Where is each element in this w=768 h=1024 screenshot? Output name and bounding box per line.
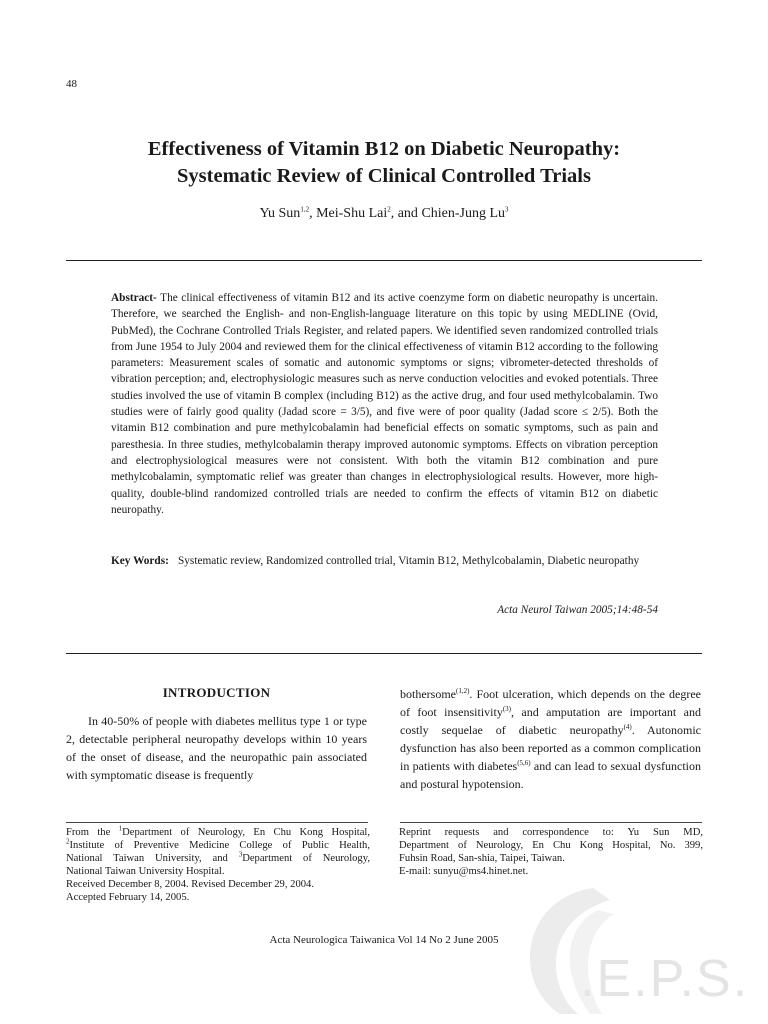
author-separator: , and	[390, 206, 422, 221]
keywords-text: Systematic review, Randomized controlled trial, Vitamin B12, Methylcobalamin, Diabetic neuropathy	[178, 555, 640, 567]
footnote-text: Department of Neurology,	[242, 853, 370, 864]
header-divider	[66, 260, 702, 261]
author-2-affiliation: 2	[387, 205, 391, 214]
body-text: , and amputation are important and costly sequelae of diabetic neuropathy	[400, 705, 702, 737]
abstract-divider	[66, 653, 702, 654]
paper-title	[66, 136, 702, 190]
body-column-right	[400, 685, 701, 793]
author-3-affiliation: 3	[505, 205, 509, 214]
author-list	[66, 206, 702, 222]
keywords	[111, 553, 658, 570]
affiliation-marker: 1	[118, 824, 123, 833]
footnote-line: Reprint requests and correspondence to: Yu Sun MD,	[399, 827, 703, 838]
author-1: Yu Sun	[259, 206, 301, 221]
footnote-divider-left	[66, 822, 368, 823]
watermark-text: .E.P.S.	[580, 950, 750, 1008]
affiliation-marker: 3	[238, 850, 243, 859]
reference-marker: (1,2)	[456, 687, 470, 695]
footnote-line: Department of Neurology, En Chu Kong Hospital, No. 399,	[399, 840, 703, 851]
abstract	[111, 290, 658, 518]
author-separator: ,	[309, 206, 317, 221]
footnote-text: From the	[66, 827, 119, 838]
received-date-line: Received December 8, 2004. Revised December 29, 2004.	[66, 879, 314, 890]
abstract-label: Abstract-	[111, 292, 157, 304]
author-2: Mei-Shu Lai	[316, 206, 388, 221]
body-text: bothersome	[400, 687, 456, 701]
footnote-line: Fuhsin Road, San-shia, Taipei, Taiwan.	[399, 853, 565, 864]
body-text: and can lead to sexual dysfunction and postural hypotension.	[400, 759, 702, 791]
correspondence-footnote	[399, 826, 703, 878]
intro-paragraph-continued	[400, 685, 701, 793]
footnote-text: Institute of Preventive Medicine College of Public Health,	[69, 840, 370, 851]
ceps-watermark-logo	[498, 880, 758, 1015]
footnote-line	[66, 852, 370, 865]
reference-marker: (3)	[502, 705, 511, 713]
page-number: 48	[66, 78, 77, 90]
keywords-label: Key Words:	[111, 555, 169, 567]
footnote-text: National Taiwan University, and	[66, 853, 239, 864]
body-text: . Foot ulceration, which depends on the degree of foot insensitivity	[400, 687, 701, 719]
footnote-line	[66, 839, 370, 852]
author-3: Chien-Jung Lu	[421, 206, 506, 221]
email-line: E-mail: sunyu@ms4.hinet.net.	[399, 866, 529, 877]
title-line-1: Effectiveness of Vitamin B12 on Diabetic Neuropathy:	[147, 138, 621, 160]
footnote-line	[66, 826, 370, 839]
section-heading-introduction: INTRODUCTION	[162, 685, 271, 700]
affiliation-marker: 2	[66, 837, 70, 846]
author-1-affiliation: 1,2	[300, 205, 310, 214]
accepted-date-line: Accepted February 14, 2005.	[66, 892, 190, 903]
body-text: . Autonomic dysfunction has also been reported as a common complication in patients with diabetes	[400, 723, 701, 773]
journal-citation: Acta Neurol Taiwan 2005;14:48-54	[497, 604, 658, 616]
body-column-left	[66, 684, 367, 784]
footnote-text: Department of Neurology, En Chu Kong Hospital,	[122, 827, 370, 838]
reference-marker: (5,6)	[517, 759, 531, 767]
footnote-divider-right	[400, 822, 702, 823]
intro-paragraph: In 40-50% of people with diabetes mellitus type 1 or type 2, detectable peripheral neuropathy develops within 10 years of the onset of disease, and the neuropathic pain associated with symptomatic disease is frequently	[66, 714, 367, 782]
affiliation-footnote	[66, 826, 370, 904]
title-line-2: Systematic Review of Clinical Controlled Trials	[177, 165, 591, 187]
reference-marker: (4)	[623, 723, 632, 731]
abstract-text: The clinical effectiveness of vitamin B12 and its active coenzyme form on diabetic neuropathy is uncertain. Therefore, we searched the English- and non-English-language literature on this topic by using MEDLINE (Ovid, PubMed), the Cochrane Controlled Trials Register, and related papers. We identified seven randomized controlled trials from June 1954 to July 2004 and reviewed them for the clinical effectiveness of vitamin B12 according to the following parameters: Measurement scales of somatic and autonomic symptoms or signs; vibrometer-detected thresholds of vibration perception; and, electrophysiologic measures such as nerve conduction velocities and evoked potentials. Three studies involved the use of vitamin B complex (including B12) as the active drug, and four used methylcobalamin. Two studies were of fairly good quality (Jadad score = 3/5), and five were of poor quality (Jadad score ≤ 2/5). Both the vitamin B12 combination and pure methylcobalamin had beneficial effects on somatic symptoms, such as pain and paresthesia. In three studies, methylcobalamin therapy improved autonomic symptoms. Effects on vibration perception and electrophysiological measures were not consistent. With both the vitamin B12 combination and pure methylcobalamin, symptomatic relief was greater than changes in electrophysiological results. However, more high-quality, double-blind randomized controlled trials are needed to confirm the effects of vitamin B12 on diabetic neuropathy.	[111, 292, 658, 516]
footnote-line: National Taiwan University Hospital.	[66, 866, 225, 877]
journal-footer: Acta Neurologica Taiwanica Vol 14 No 2 June 2005	[269, 934, 499, 946]
